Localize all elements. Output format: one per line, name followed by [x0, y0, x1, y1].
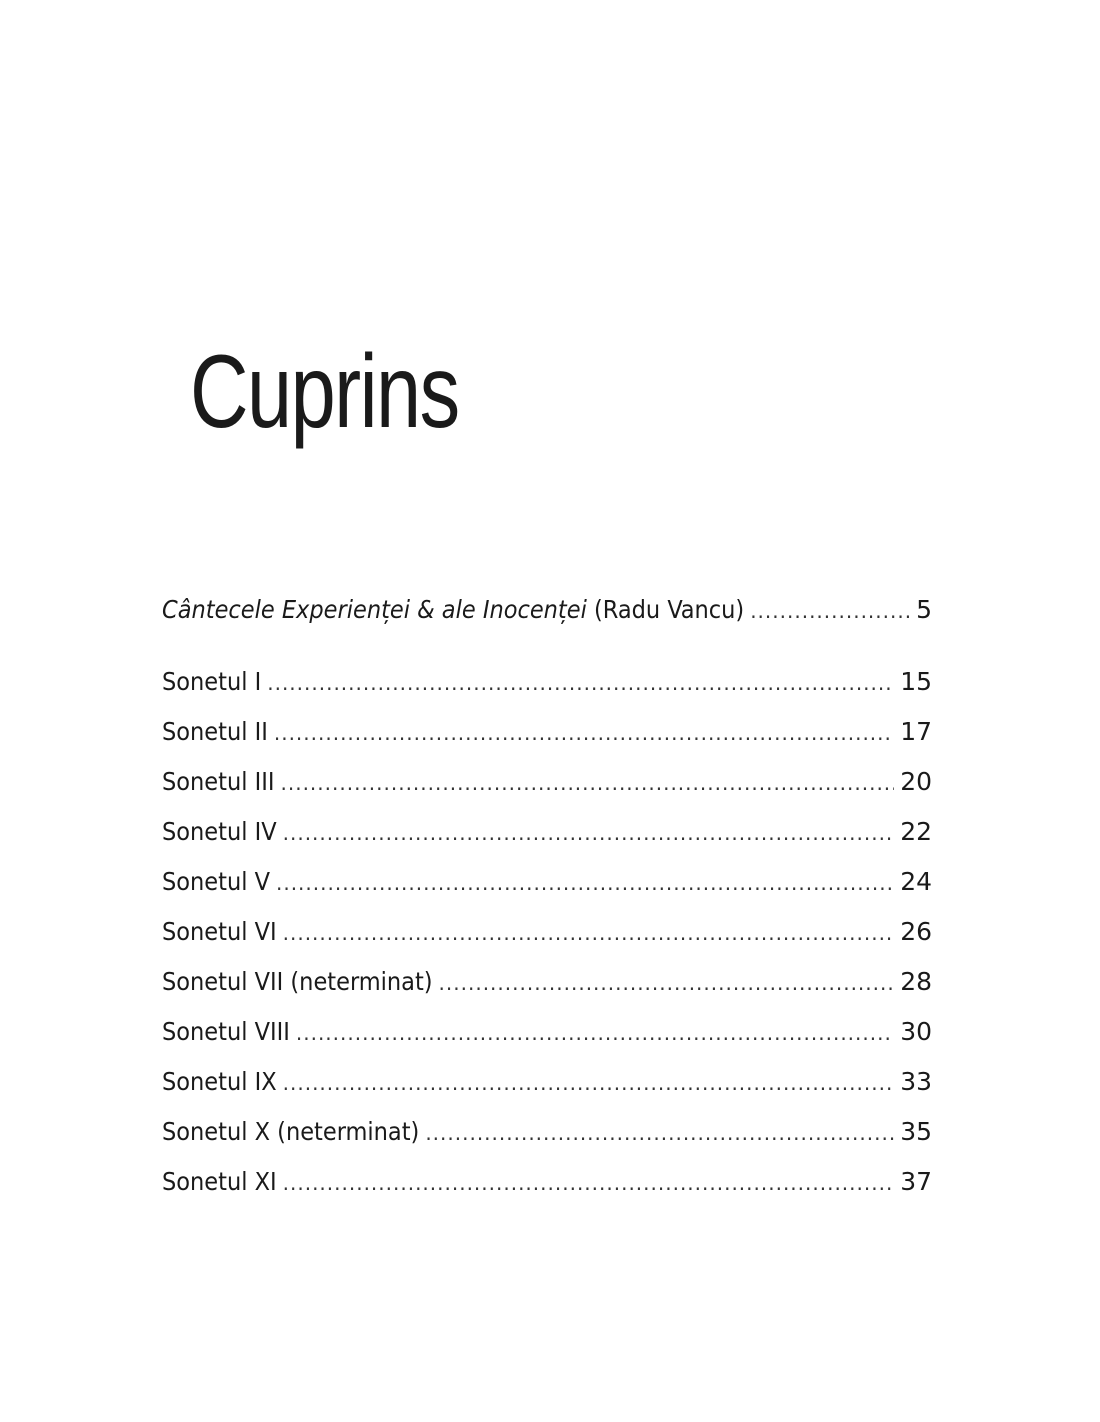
toc-entry-title [162, 1162, 277, 1202]
toc-entry-title [162, 1062, 277, 1102]
dot-leader [439, 963, 895, 1003]
dot-leader [267, 663, 894, 703]
toc-entry[interactable] [162, 762, 932, 812]
toc-entry-author-note: (Radu Vancu) [594, 595, 745, 624]
toc-entry[interactable] [162, 1162, 932, 1212]
toc-entry-title [162, 1012, 290, 1052]
toc-entry-page-number: 33 [900, 1067, 932, 1096]
toc-entry-title [162, 862, 270, 902]
toc-entry[interactable] [162, 662, 932, 712]
toc-entry-title-text: Sonetul XI [162, 1167, 277, 1196]
toc-entry-title-text: Sonetul IX [162, 1067, 277, 1096]
toc-entry[interactable] [162, 962, 932, 1012]
dot-leader [283, 913, 895, 953]
toc-entry-title-text: Sonetul VII [162, 967, 284, 996]
toc-entry-title [162, 590, 744, 630]
toc-entry-title-text: Sonetul V [162, 867, 270, 896]
toc-entry-page-number: 22 [900, 817, 932, 846]
toc-entry-title [162, 712, 268, 752]
toc-entry-page-number: 28 [900, 967, 932, 996]
toc-entry-title [162, 812, 277, 852]
toc-entry-title [162, 962, 433, 1002]
toc-entry-title-text: Sonetul III [162, 767, 275, 796]
toc-entry-page-number: 26 [900, 917, 932, 946]
toc-entry-page-number: 37 [900, 1167, 932, 1196]
toc-entry-intro[interactable] [162, 590, 932, 640]
toc-entry-note: (neterminat) [290, 967, 433, 996]
toc-entry[interactable] [162, 712, 932, 762]
toc-entry-note: (neterminat) [277, 1117, 420, 1146]
toc-entry[interactable] [162, 1112, 932, 1162]
toc-entry-title-text: Sonetul IV [162, 817, 277, 846]
dot-leader [283, 1063, 895, 1103]
dot-leader [276, 863, 894, 903]
dot-leader [281, 763, 895, 803]
toc-entry-page-number: 17 [900, 717, 932, 746]
toc-entry-title [162, 662, 261, 702]
dot-leader [283, 1163, 895, 1203]
toc-entry-title-text: Sonetul II [162, 717, 268, 746]
toc-entry[interactable] [162, 912, 932, 962]
toc-entry-page-number: 20 [900, 767, 932, 796]
toc-entry-page-number: 35 [900, 1117, 932, 1146]
toc-entry-list [162, 662, 932, 1212]
toc-entry-page-number: 15 [900, 667, 932, 696]
toc-entry-italic-title: Cântecele Experienței & ale Inocenței [162, 595, 587, 624]
page-title: Cuprins [190, 334, 459, 450]
dot-leader [750, 591, 910, 631]
toc-entry-title-text: Sonetul VIII [162, 1017, 290, 1046]
toc-entry-title-text: Sonetul VI [162, 917, 277, 946]
toc-entry-title [162, 912, 277, 952]
toc-entry[interactable] [162, 1062, 932, 1112]
table-of-contents [162, 590, 932, 1212]
toc-entry-title [162, 762, 275, 802]
toc-entry-title-text: Sonetul I [162, 667, 262, 696]
toc-entry-page-number: 30 [900, 1017, 932, 1046]
toc-entry-page-number: 5 [916, 595, 932, 624]
toc-entry-title-text: Sonetul X [162, 1117, 271, 1146]
toc-entry[interactable] [162, 812, 932, 862]
toc-entry-title [162, 1112, 419, 1152]
dot-leader [296, 1013, 894, 1053]
toc-entry[interactable] [162, 1012, 932, 1062]
dot-leader [425, 1113, 894, 1153]
dot-leader [283, 813, 895, 853]
dot-leader [274, 713, 894, 753]
toc-entry-page-number: 24 [900, 867, 932, 896]
toc-entry[interactable] [162, 862, 932, 912]
